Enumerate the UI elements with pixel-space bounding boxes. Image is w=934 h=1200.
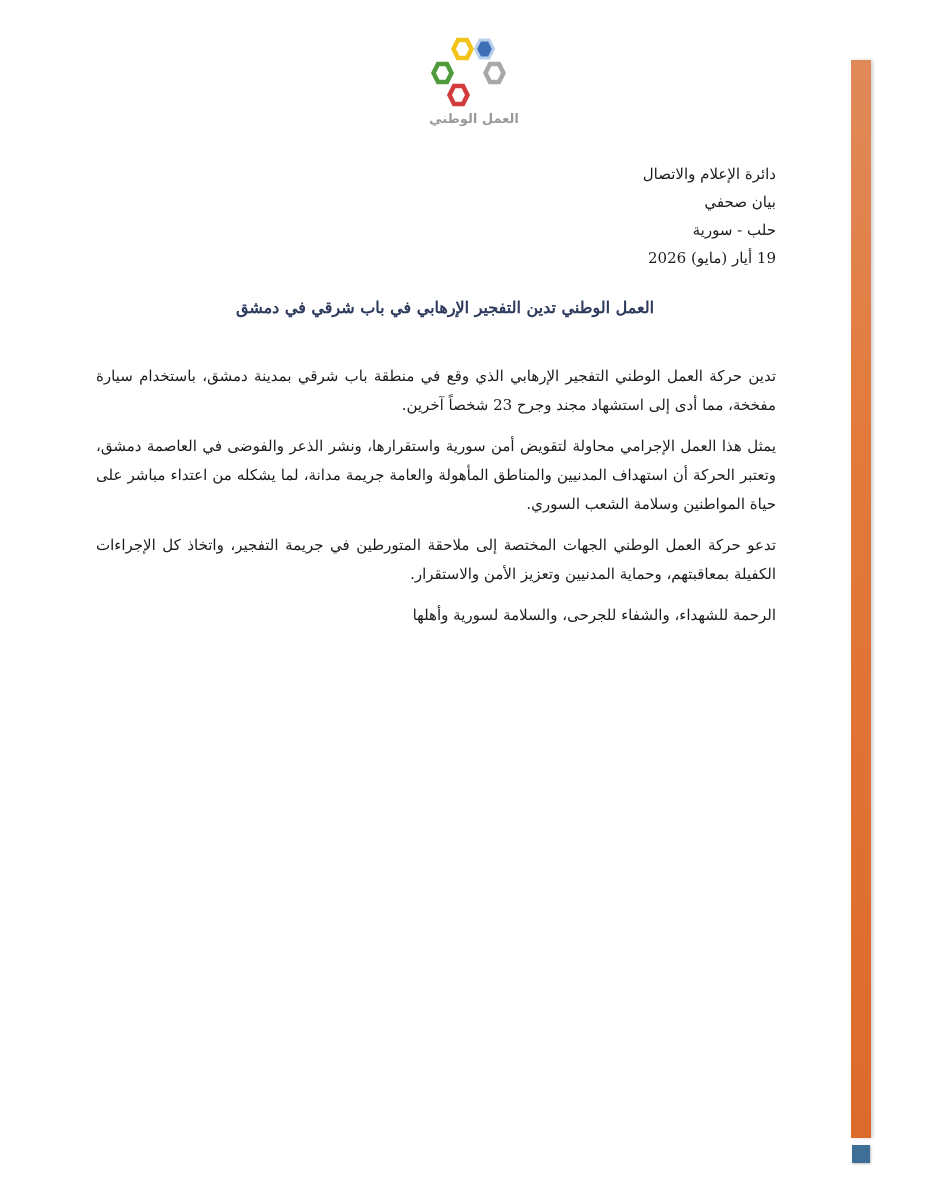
organization-logo: [424, 36, 524, 134]
red-hexagon: [450, 86, 468, 104]
paragraph: يمثل هذا العمل الإجرامي محاولة لتقويض أمن سورية واستقرارها، ونشر الذعر والفوضى في العاصمة دمشق، وتعتبر الحركة أن استهداف المدنيين والمناطق المأهولة والعامة جريمة مدانة، لما يشكله من اعتداء مباشر على حياة المواطنين وسلامة الشعب السوري.: [96, 437, 776, 513]
date: 19 أيار (مايو) 2026: [648, 249, 776, 267]
green-hexagon: [434, 64, 452, 82]
hexagon-cluster-icon: [424, 36, 524, 112]
blue-hexagon: [476, 40, 494, 58]
decorative-corner-square: [852, 1145, 870, 1163]
statement-body: [96, 362, 776, 642]
yellow-hexagon: [454, 40, 472, 58]
logo-text: العمل الوطني: [429, 112, 519, 127]
department-name: دائرة الإعلام والاتصال: [642, 165, 776, 183]
letterhead-block: [376, 160, 776, 272]
decorative-side-bar: [851, 60, 871, 1138]
paragraph: تدعو حركة العمل الوطني الجهات المختصة إلى ملاحقة المتورطين في جريمة التفجير، واتخاذ كل الإجراءات الكفيلة بمعاقبتهم، وحماية المدنيين وتعزيز الأمن والاستقرار.: [96, 536, 776, 583]
paragraph: تدين حركة العمل الوطني التفجير الإرهابي الذي وقع في منطقة باب شرقي بمدينة دمشق، باستخدام سيارة مفخخة، مما أدى إلى استشهاد مجند وجرح 23 شخصاً آخرين.: [96, 367, 776, 414]
paragraph: الرحمة للشهداء، والشفاء للجرحى، والسلامة لسورية وأهلها: [412, 606, 776, 624]
statement-title: العمل الوطني تدين التفجير الإرهابي في باب شرقي في دمشق: [235, 298, 655, 317]
location: حلب - سورية: [692, 221, 776, 239]
gray-hexagon: [486, 64, 504, 82]
document-type: بيان صحفي: [704, 193, 776, 211]
